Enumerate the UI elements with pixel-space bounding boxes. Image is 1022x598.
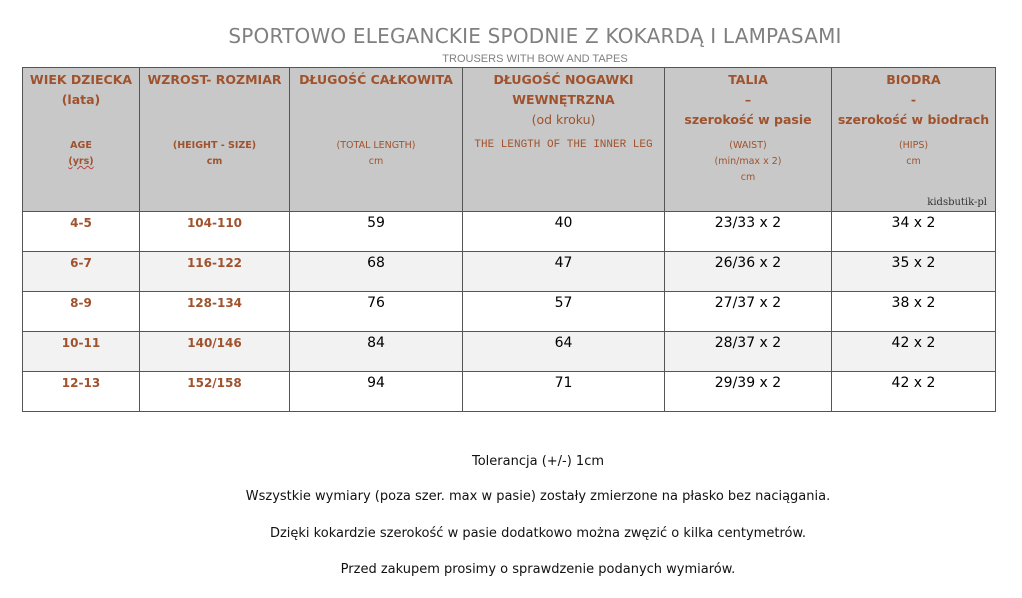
cell-waist: 26/36 x 2	[665, 252, 832, 292]
header-inner-title: DŁUGOŚĆ NOGAWKI	[493, 72, 634, 87]
table-row	[23, 212, 996, 252]
cell-age: 8-9	[23, 292, 140, 332]
size-chart-table	[22, 67, 996, 412]
cell-inner-length: 57	[463, 292, 665, 332]
header-total-title: DŁUGOŚĆ CAŁKOWITA	[299, 72, 453, 87]
table-header-row	[23, 68, 996, 212]
cell-waist: 27/37 x 2	[665, 292, 832, 332]
cell-hips: 38 x 2	[832, 292, 996, 332]
header-inner-title2: WEWNĘTRZNA	[512, 92, 615, 107]
header-age-en-unit: (yrs)	[68, 156, 94, 167]
cell-total-length: 94	[290, 372, 463, 412]
cell-age: 6-7	[23, 252, 140, 292]
cell-height: 116-122	[140, 252, 290, 292]
cell-total-length: 59	[290, 212, 463, 252]
header-hips	[832, 68, 996, 212]
table-row	[23, 332, 996, 372]
header-age	[23, 68, 140, 212]
header-inner-sub: (od kroku)	[531, 112, 596, 127]
header-waist-title: TALIA	[728, 72, 768, 87]
cell-inner-length: 71	[463, 372, 665, 412]
header-total-length	[290, 68, 463, 212]
cell-inner-length: 47	[463, 252, 665, 292]
header-hips-title: BIODRA	[886, 72, 941, 87]
cell-age: 10-11	[23, 332, 140, 372]
page-title: SPORTOWO ELEGANCKIE SPODNIE Z KOKARDĄ I LAMPASAMI	[228, 24, 842, 48]
cell-age: 4-5	[23, 212, 140, 252]
cell-hips: 35 x 2	[832, 252, 996, 292]
header-age-en: AGE	[70, 140, 92, 151]
header-inner-en: THE LENGTH OF THE INNER LEG	[474, 139, 653, 151]
cell-waist: 29/39 x 2	[665, 372, 832, 412]
header-age-unit: (lata)	[61, 92, 101, 107]
header-height-title: WZROST- ROZMIAR	[147, 72, 282, 87]
note-tolerance: Tolerancja (+/-) 1cm	[471, 454, 605, 469]
cell-hips: 34 x 2	[832, 212, 996, 252]
cell-waist: 28/37 x 2	[665, 332, 832, 372]
header-inner-length	[463, 68, 665, 212]
table-row	[23, 292, 996, 332]
header-waist-en2: (min/max x 2)	[714, 156, 782, 167]
page-subtitle: TROUSERS WITH BOW AND TAPES	[442, 53, 628, 65]
header-height-unit: cm	[206, 156, 223, 167]
header-waist-unit: cm	[740, 172, 756, 183]
header-hips-unit: cm	[906, 156, 921, 167]
note-bow-waist: Dzięki kokardzie szerokość w pasie dodatkowo można zwęzić o kilka centymetrów.	[269, 526, 807, 541]
note-measurement-method: Wszystkie wymiary (poza szer. max w pasie) zostały zmierzone na płasko bez naciągania.	[245, 489, 831, 504]
header-height-en: (HEIGHT - SIZE)	[172, 140, 257, 151]
cell-height: 152/158	[140, 372, 290, 412]
cell-age: 12-13	[23, 372, 140, 412]
cell-height: 128-134	[140, 292, 290, 332]
note-check-before-purchase: Przed zakupem prosimy o sprawdzenie podanych wymiarów.	[340, 562, 736, 577]
header-hips-dash: -	[910, 92, 917, 107]
table-row	[23, 372, 996, 412]
cell-height: 140/146	[140, 332, 290, 372]
cell-inner-length: 40	[463, 212, 665, 252]
cell-total-length: 68	[290, 252, 463, 292]
cell-height: 104-110	[140, 212, 290, 252]
table-row	[23, 252, 996, 292]
header-waist-sub: szerokość w pasie	[684, 112, 812, 127]
header-total-unit: cm	[368, 156, 384, 167]
brand-watermark: kidsbutik-pl	[927, 197, 987, 208]
cell-hips: 42 x 2	[832, 372, 996, 412]
header-height	[140, 68, 290, 212]
header-total-en: (TOTAL LENGTH)	[336, 140, 416, 151]
header-waist	[665, 68, 832, 212]
header-age-title: WIEK DZIECKA	[29, 72, 133, 87]
header-hips-sub: szerokość w biodrach	[837, 112, 990, 127]
cell-waist: 23/33 x 2	[665, 212, 832, 252]
cell-inner-length: 64	[463, 332, 665, 372]
header-waist-en: (WAIST)	[729, 140, 767, 151]
cell-total-length: 84	[290, 332, 463, 372]
header-waist-dash: –	[744, 92, 752, 107]
cell-total-length: 76	[290, 292, 463, 332]
cell-hips: 42 x 2	[832, 332, 996, 372]
header-hips-en: (HIPS)	[898, 140, 929, 151]
